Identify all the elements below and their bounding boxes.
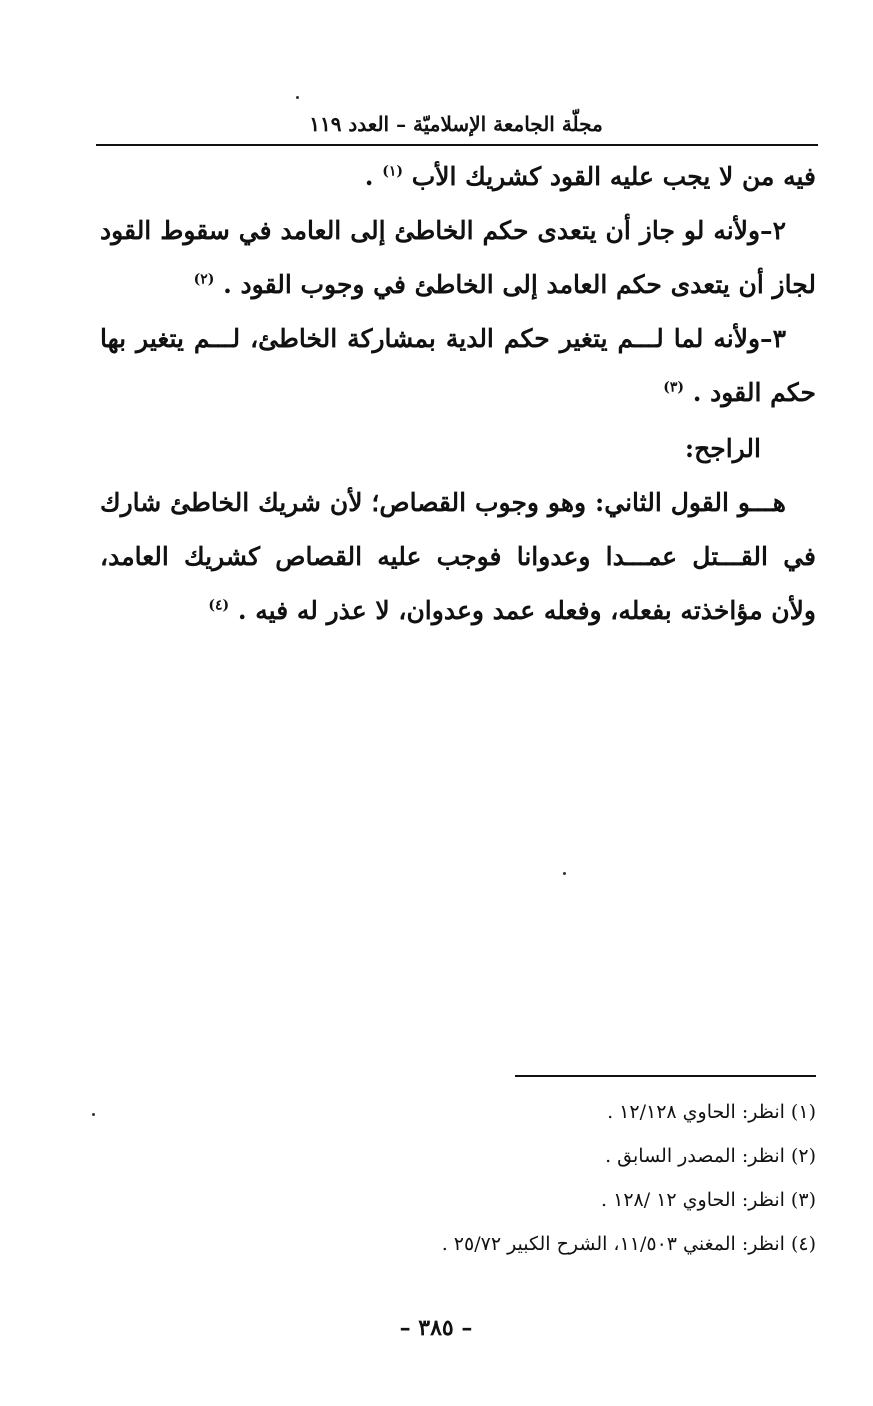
rajih-heading-text: الراجح: [684,434,761,463]
footnote-ref-3: (٣) [663,379,684,396]
paragraph-3-text: ٣–ولأنه لما لـــم يتغير حكم الدية بمشاركة الخاطئ، لـــم يتغير بها حكم القود . [100,324,816,407]
footnote-ref-1: (١) [382,163,403,180]
main-text [100,150,816,638]
paragraph-2-text: ٢–ولأنه لو جاز أن يتعدى حكم الخاطئ إلى العامد في سقوط القود لجاز أن يتعدى حكم العامد إلى الخاطئ في وجوب القود . [100,216,816,299]
footnote-2: (٢) انظر: المصدر السابق . [605,1145,816,1167]
paragraph-argument-3 [100,312,816,420]
paragraph-conclusion [100,476,816,638]
scan-speck [563,872,566,875]
footnote-ref-4: (٤) [208,597,230,614]
paragraph-4-text: هـــو القول الثاني: وهو وجوب القصاص؛ لأن شريك الخاطئ شارك في القـــتل عمـــدا وعدوانا فوجب عليه القصاص كشريك العامد، ولأن مؤاخذته بفعله، وفعله عمد وعدوان، لا عذر له فيه . [100,488,816,625]
journal-header [96,112,816,136]
journal-header-title: مجلّة الجامعة الإسلاميّة – العدد ١١٩ [309,112,603,136]
paragraph-1-text: فيه من لا يجب عليه القود كشريك الأب [411,162,816,191]
footnote-1: (١) انظر: الحاوي ١٢/١٢٨ . [607,1101,816,1123]
page-number [336,1315,536,1341]
scan-speck [92,1113,95,1116]
footnote-divider [515,1075,816,1077]
paragraph-1-end: . [364,162,374,191]
rajih-heading [100,422,816,476]
page-number-text: – ٣٨٥ – [399,1315,473,1341]
paragraph-continuation [100,150,816,204]
scan-speck [296,96,299,99]
footnotes [120,1090,816,1266]
paragraph-argument-2 [100,204,816,312]
header-divider [96,144,818,146]
footnote-3: (٣) انظر: الحاوي ١٢ /١٢٨ . [601,1189,816,1211]
footnote-4: (٤) انظر: المغني ١١/٥٠٣، الشرح الكبير ٢٥/٧٢ . [441,1233,816,1255]
footnote-ref-2: (٢) [193,271,215,288]
